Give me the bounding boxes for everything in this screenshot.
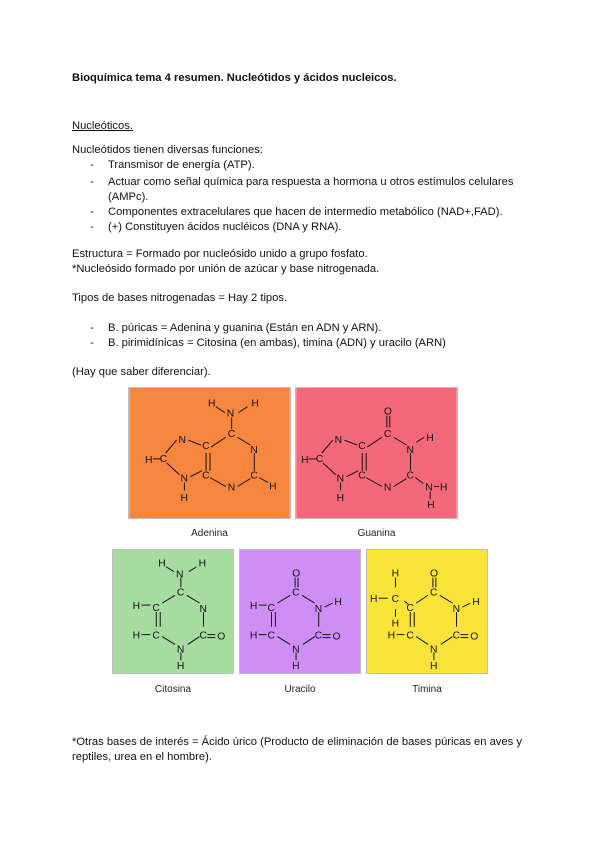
svg-text:C: C bbox=[452, 630, 461, 642]
uracil-caption: Uracilo bbox=[284, 684, 316, 695]
svg-text:H: H bbox=[176, 661, 185, 673]
cytosine-caption: Citosina bbox=[154, 684, 192, 695]
svg-text:C: C bbox=[406, 470, 415, 482]
svg-text:H: H bbox=[132, 601, 141, 613]
svg-text:C: C bbox=[202, 470, 210, 482]
svg-text:H: H bbox=[180, 493, 188, 505]
svg-text:H: H bbox=[429, 661, 438, 673]
svg-text:H: H bbox=[269, 481, 277, 493]
svg-text:H: H bbox=[334, 597, 342, 609]
svg-text:C: C bbox=[152, 630, 160, 642]
svg-text:N: N bbox=[199, 603, 208, 615]
svg-text:C: C bbox=[267, 630, 275, 642]
svg-text:N: N bbox=[292, 644, 300, 656]
svg-text:H: H bbox=[426, 433, 434, 445]
footer-note-line-1: *Otras bases de interés = Ácido úrico (Producto de eliminación de bases púricas en aves y bbox=[72, 736, 522, 748]
svg-text:H: H bbox=[391, 618, 400, 630]
thymine-structure-diagram bbox=[367, 550, 487, 673]
footer-note-line-2: reptiles, urea en el hombre). bbox=[72, 751, 212, 763]
structure-text: Estructura = Formado por nucleósido unido a grupo fosfato. bbox=[72, 248, 368, 260]
bases-intro: Tipos de bases nitrogenadas = Hay 2 tipos. bbox=[72, 292, 288, 304]
svg-text:H: H bbox=[391, 568, 400, 580]
adenine-structure-panel bbox=[128, 387, 291, 519]
svg-text:C: C bbox=[358, 470, 366, 482]
svg-text:C: C bbox=[429, 587, 438, 599]
svg-text:H: H bbox=[292, 661, 300, 673]
svg-text:H: H bbox=[387, 630, 396, 642]
svg-text:O: O bbox=[429, 568, 438, 580]
guanine-structure-panel bbox=[295, 387, 458, 519]
svg-text:H: H bbox=[369, 594, 378, 606]
svg-text:N: N bbox=[336, 473, 345, 485]
document-title: Bioquímica tema 4 resumen. Nucleótidos y ácidos nucleicos. bbox=[72, 72, 397, 84]
svg-text:H: H bbox=[251, 398, 259, 410]
svg-text:N: N bbox=[406, 445, 415, 456]
svg-text:C: C bbox=[358, 441, 366, 453]
functions-intro: Nucleótidos tienen diversas funciones: bbox=[72, 144, 263, 156]
svg-text:H: H bbox=[440, 482, 448, 494]
svg-text:C: C bbox=[199, 630, 208, 642]
guanine-caption: Guanina bbox=[357, 528, 396, 539]
svg-text:H: H bbox=[249, 601, 258, 613]
svg-text:C: C bbox=[202, 441, 210, 453]
svg-text:C: C bbox=[250, 470, 258, 482]
adenine-caption: Adenina bbox=[191, 528, 228, 539]
svg-text:C: C bbox=[406, 603, 414, 615]
cytosine-structure-panel bbox=[112, 549, 234, 674]
svg-text:H: H bbox=[158, 558, 166, 570]
cytosine-structure-diagram bbox=[113, 550, 233, 673]
nucleoside-note: *Nucleósido formado por unión de azúcar y base nitrogenada. bbox=[72, 263, 380, 275]
svg-text:C: C bbox=[176, 587, 185, 599]
svg-text:N: N bbox=[175, 569, 184, 581]
uracil-structure-panel bbox=[239, 549, 361, 674]
svg-text:N: N bbox=[180, 473, 188, 485]
svg-text:H: H bbox=[301, 454, 309, 466]
svg-text:H: H bbox=[249, 630, 258, 642]
svg-text:N: N bbox=[452, 603, 461, 615]
svg-text:C: C bbox=[227, 429, 236, 441]
svg-text:N: N bbox=[429, 644, 438, 656]
svg-text:C: C bbox=[267, 603, 275, 615]
svg-text:C: C bbox=[152, 603, 160, 615]
svg-text:N: N bbox=[250, 445, 258, 456]
svg-text:C: C bbox=[314, 630, 323, 642]
svg-text:H: H bbox=[427, 500, 435, 512]
svg-text:N: N bbox=[334, 435, 343, 447]
section-heading: Nucleóticos. bbox=[72, 120, 133, 132]
svg-text:C: C bbox=[159, 453, 168, 465]
svg-text:H: H bbox=[132, 630, 141, 642]
svg-text:O: O bbox=[383, 406, 392, 418]
svg-text:H: H bbox=[144, 454, 153, 466]
svg-text:N: N bbox=[227, 482, 236, 494]
uracil-structure-diagram bbox=[240, 550, 360, 673]
svg-text:N: N bbox=[226, 408, 235, 420]
thymine-caption: Timina bbox=[412, 684, 442, 695]
svg-text:C: C bbox=[383, 429, 392, 441]
svg-text:N: N bbox=[425, 482, 433, 494]
svg-text:H: H bbox=[208, 398, 216, 410]
thymine-structure-panel bbox=[366, 549, 488, 674]
svg-text:O: O bbox=[292, 568, 301, 580]
svg-text:O: O bbox=[332, 631, 341, 643]
svg-text:C: C bbox=[391, 594, 400, 606]
svg-text:H: H bbox=[472, 597, 480, 609]
guanine-structure-diagram bbox=[296, 388, 457, 518]
svg-text:O: O bbox=[217, 631, 226, 643]
svg-text:N: N bbox=[383, 482, 392, 494]
svg-text:N: N bbox=[178, 435, 186, 447]
svg-text:N: N bbox=[314, 603, 323, 615]
svg-text:N: N bbox=[176, 644, 185, 656]
svg-text:C: C bbox=[315, 453, 324, 465]
differentiate-note: (Hay que saber diferenciar). bbox=[72, 366, 211, 378]
svg-text:C: C bbox=[406, 630, 414, 642]
svg-text:H: H bbox=[336, 493, 345, 505]
svg-text:C: C bbox=[292, 587, 300, 599]
svg-text:H: H bbox=[198, 558, 207, 570]
adenine-structure-diagram bbox=[129, 388, 290, 518]
svg-text:O: O bbox=[470, 631, 479, 643]
